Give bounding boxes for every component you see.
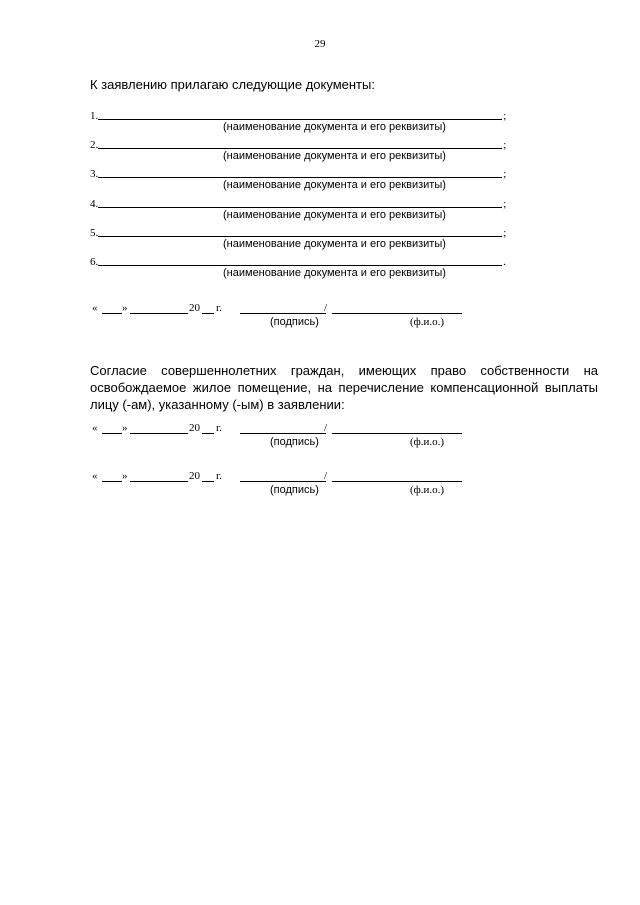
signature-caption: (подпись) [270,484,319,496]
document-blank-line [98,137,502,149]
document-item-4 [90,194,520,224]
slash-separator: / [324,470,328,482]
page-number: 29 [314,38,326,50]
applicant-signature-row [92,302,472,332]
document-item-1 [90,106,520,136]
quote-close: » [122,302,128,314]
year-prefix: 20 [189,422,200,434]
document-terminator: ; [503,139,507,151]
document-terminator: ; [503,110,507,122]
document-blank-line [98,196,502,208]
document-caption: (наименование документа и его реквизиты) [223,121,446,133]
year-prefix: 20 [189,302,200,314]
slash-separator: / [324,422,328,434]
fio-blank [332,433,462,434]
quote-open: « [92,302,98,314]
attachments-heading: К заявлению прилагаю следующие документы: [90,77,375,92]
month-blank [130,433,188,434]
day-blank [102,481,122,482]
document-item-6 [90,252,520,282]
month-blank [130,481,188,482]
document-terminator: ; [503,227,507,239]
quote-close: » [122,470,128,482]
signature-blank [240,313,326,314]
document-terminator: . [503,256,506,268]
document-caption: (наименование документа и его реквизиты) [223,209,446,221]
document-blank-line [98,166,502,178]
year-suffix: г. [216,302,223,314]
signature-caption: (подпись) [270,436,319,448]
document-number: 1. [90,110,99,122]
document-caption: (наименование документа и его реквизиты) [223,150,446,162]
slash-separator: / [324,302,328,314]
document-caption: (наименование документа и его реквизиты) [223,179,446,191]
document-number: 6. [90,256,99,268]
document-terminator: ; [503,168,507,180]
year-suffix: г. [216,470,223,482]
document-item-5 [90,223,520,253]
day-blank [102,313,122,314]
fio-caption: (ф.и.о.) [410,316,445,328]
document-item-3 [90,164,520,194]
document-blank-line [98,225,502,237]
document-caption: (наименование документа и его реквизиты) [223,267,446,279]
quote-open: « [92,470,98,482]
signature-blank [240,481,326,482]
fio-blank [332,313,462,314]
year-prefix: 20 [189,470,200,482]
year-blank [202,313,214,314]
quote-close: » [122,422,128,434]
document-number: 2. [90,139,99,151]
consent-paragraph: Согласие совершеннолетних граждан, имеющих право собственности на освобождаемое жилое помещение, на перечисление компенсационной выплаты лицу (-ам), указанному (-ым) в заявлении: [90,363,598,412]
fio-caption: (ф.и.о.) [410,436,445,448]
document-number: 3. [90,168,99,180]
consent-signature-row-1 [92,422,472,452]
document-blank-line [98,254,502,266]
document-number: 5. [90,227,99,239]
fio-blank [332,481,462,482]
year-suffix: г. [216,422,223,434]
document-caption: (наименование документа и его реквизиты) [223,238,446,250]
document-number: 4. [90,198,99,210]
signature-caption: (подпись) [270,316,319,328]
document-blank-line [98,108,502,120]
quote-open: « [92,422,98,434]
year-blank [202,481,214,482]
day-blank [102,433,122,434]
document-terminator: ; [503,198,507,210]
signature-blank [240,433,326,434]
consent-signature-row-2 [92,470,472,500]
year-blank [202,433,214,434]
month-blank [130,313,188,314]
fio-caption: (ф.и.о.) [410,484,445,496]
document-item-2 [90,135,520,165]
